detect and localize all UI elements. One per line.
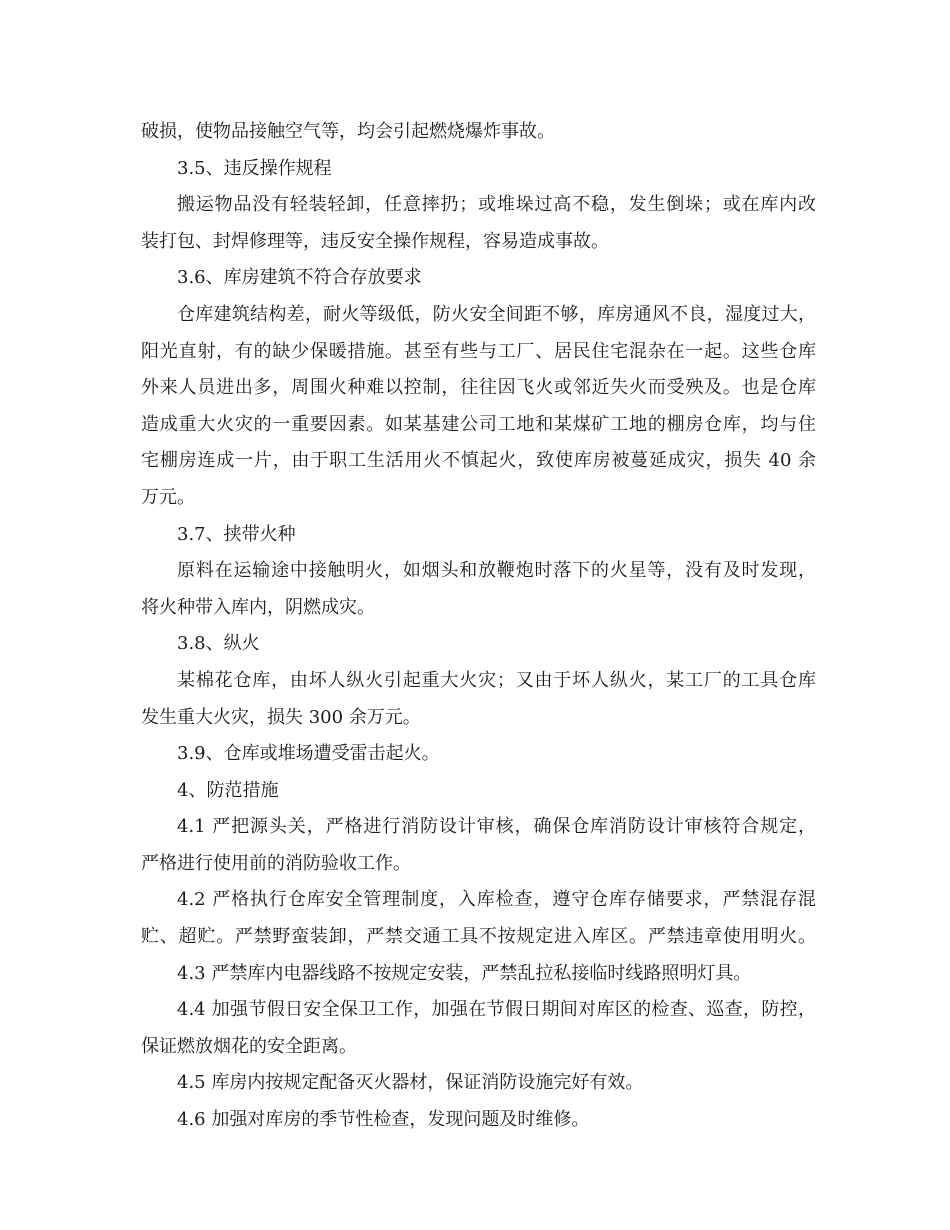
body-line: 造成重大火灾的一重要因素。如某基建公司工地和某煤矿工地的棚房仓库，均与住 [141,413,816,435]
section-heading-4: 4、防范措施 [177,779,279,801]
measure-item-4-6: 4.6 加强对库房的季节性检查，发现问题及时维修。 [177,1109,590,1131]
body-line: 外来人员进出多，周围火种难以控制，往往因飞火或邻近失火而受殃及。也是仓库 [141,377,816,399]
body-line: 装打包、封焊修理等，违反安全操作规程，容易造成事故。 [141,230,609,252]
section-heading-3-6: 3.6、库房建筑不符合存放要求 [177,267,422,289]
body-line: 仓库建筑结构差，耐火等级低，防火安全间距不够，库房通风不良，湿度过大， [177,303,816,325]
body-line: 发生重大火灾，损失 300 余万元。 [141,706,421,728]
measure-item-4-3: 4.3 严禁库内电器线路不按规定安装，严禁乱拉私接临时线路照明灯具。 [177,962,752,984]
body-line: 破损，使物品接触空气等，均会引起燃烧爆炸事故。 [141,121,555,142]
measure-item-4-4: 4.4 加强节假日安全保卫工作，加强在节假日期间对库区的检查、巡查，防控， [177,999,816,1021]
body-line: 贮、超贮。严禁野蛮装卸，严禁交通工具不按规定进入库区。严禁违章使用明火。 [141,926,816,948]
measure-item-4-1: 4.1 严把源头关，严格进行消防设计审核，确保仓库消防设计审核符合规定， [177,816,816,838]
body-line: 将火种带入库内，阴燃成灾。 [141,596,375,618]
body-line: 万元。 [141,486,195,508]
section-heading-3-7: 3.7、挟带火种 [177,523,296,545]
section-heading-3-9: 3.9、仓库或堆场遭受雷击起火。 [177,743,440,765]
body-line: 严格进行使用前的消防验收工作。 [141,852,411,874]
section-heading-3-5: 3.5、违反操作规程 [177,157,332,179]
body-line: 某棉花仓库，由坏人纵火引起重大火灾；又由于坏人纵火，某工厂的工具仓库 [177,669,816,691]
body-line: 阳光直射，有的缺少保暖措施。甚至有些与工厂、居民住宅混杂在一起。这些仓库 [141,340,816,362]
section-heading-3-8: 3.8、纵火 [177,633,260,655]
body-line: 保证燃放烟花的安全距离。 [141,1035,357,1057]
body-line: 宅棚房连成一片，由于职工生活用火不慎起火，致使库房被蔓延成灾，损失 40 余 [141,450,816,472]
body-line: 原料在运输途中接触明火，如烟头和放鞭炮时落下的火星等，没有及时发现， [177,560,816,582]
document-body [141,114,816,1139]
measure-item-4-5: 4.5 库房内按规定配备灭火器材，保证消防设施完好有效。 [177,1072,644,1094]
measure-item-4-2: 4.2 严格执行仓库安全管理制度，入库检查，遵守仓库存储要求，严禁混存混 [177,889,816,911]
body-line: 搬运物品没有轻装轻卸，任意摔扔；或堆垛过高不稳，发生倒垛；或在库内改 [177,194,816,216]
